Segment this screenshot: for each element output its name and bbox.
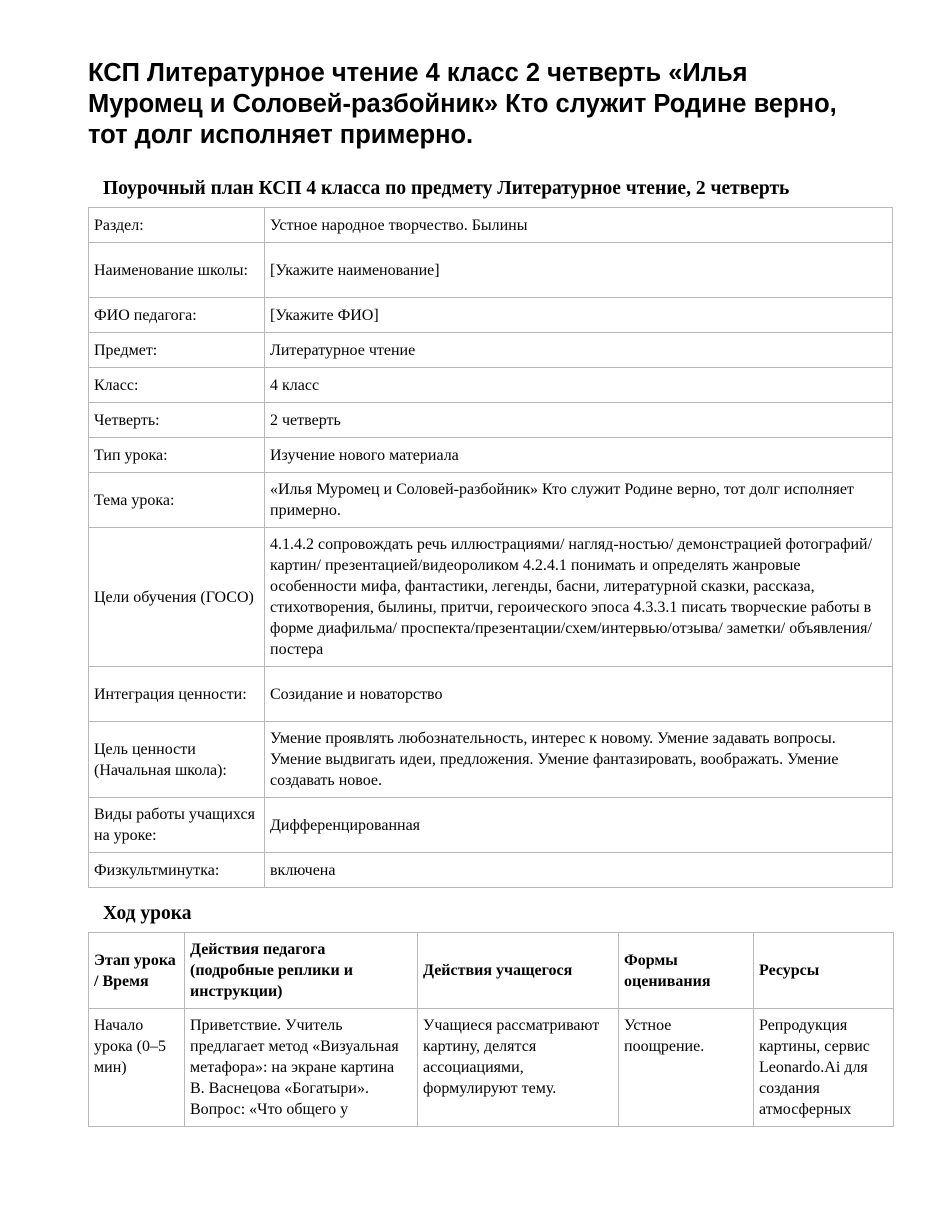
row-label: Раздел:	[89, 208, 265, 243]
row-label: Класс:	[89, 368, 265, 403]
row-value: 2 четверть	[265, 403, 893, 438]
row-value: Созидание и новаторство	[265, 667, 893, 722]
table-row	[89, 1009, 894, 1127]
row-value: [Укажите ФИО]	[265, 298, 893, 333]
row-value: 4.1.4.2 сопровождать речь иллюстрациями/ нагляд-ностью/ демонстрацией фотографий/картин/ презентацией/видеороликом 4.2.4.1 понимать и определять жанровые особенности мифа, фантастики, легенды, басни, литературной сказки, рассказа, стихотворения, былины, притчи, героического эпоса 4.3.3.1 писать творческие работы в форме диафильма/ проспекта/презентации/схем/интервью/отзыва/ заметки/ объявления/постера	[265, 528, 893, 667]
table-row	[89, 208, 893, 243]
row-label: Четверть:	[89, 403, 265, 438]
column-header-teacher-actions: Действия педагога (подробные реплики и инструкции)	[185, 933, 418, 1009]
table-row	[89, 438, 893, 473]
row-value: включена	[265, 853, 893, 888]
table-row	[89, 368, 893, 403]
row-label: Интеграция ценности:	[89, 667, 265, 722]
document-title: КСП Литературное чтение 4 класс 2 четверть «Илья Муромец и Соловей-разбойник» Кто служит Родине верно, тот долг исполняет примерно.	[88, 59, 837, 149]
student-actions-cell: Учащиеся рассматривают картину, делятся ассоциациями, формулируют тему.	[418, 1009, 619, 1127]
row-value: 4 класс	[265, 368, 893, 403]
row-value: Изучение нового материала	[265, 438, 893, 473]
progress-heading: Ход урока	[103, 903, 192, 924]
table-row	[89, 528, 893, 667]
row-label: ФИО педагога:	[89, 298, 265, 333]
row-label: Виды работы учащихся на уроке:	[89, 798, 265, 853]
table-row	[89, 853, 893, 888]
row-label: Наименование школы:	[89, 243, 265, 298]
table-row	[89, 333, 893, 368]
table-header-row	[89, 933, 894, 1009]
row-label: Цель ценности (Начальная школа):	[89, 722, 265, 798]
table-row	[89, 667, 893, 722]
teacher-actions-cell: Приветствие. Учитель предлагает метод «Визуальная метафора»: на экране картина В. Васнецова «Богатыри». Вопрос: «Что общего у	[185, 1009, 418, 1127]
row-value: Устное народное творчество. Былины	[265, 208, 893, 243]
column-header-resources: Ресурсы	[754, 933, 894, 1009]
document-page	[88, 58, 893, 1127]
row-value: Дифференцированная	[265, 798, 893, 853]
row-value: [Укажите наименование]	[265, 243, 893, 298]
row-label: Предмет:	[89, 333, 265, 368]
table-row	[89, 798, 893, 853]
column-header-student-actions: Действия учащегося	[418, 933, 619, 1009]
lesson-info-table	[88, 207, 893, 888]
resources-cell: Репродукция картины, сервис Leonardo.Ai для создания атмосферных	[754, 1009, 894, 1127]
lesson-progress-table	[88, 932, 894, 1127]
column-header-assessment: Формы оценивания	[619, 933, 754, 1009]
row-label: Цели обучения (ГОСО)	[89, 528, 265, 667]
row-value: Умение проявлять любознательность, интерес к новому. Умение задавать вопросы. Умение выдвигать идеи, предложения. Умение фантазировать, воображать. Умение создавать новое.	[265, 722, 893, 798]
row-label: Тип урока:	[89, 438, 265, 473]
table-row	[89, 403, 893, 438]
row-value: Литературное чтение	[265, 333, 893, 368]
table-row	[89, 722, 893, 798]
row-label: Физкультминутка:	[89, 853, 265, 888]
table-row	[89, 298, 893, 333]
column-header-stage: Этап урока / Время	[89, 933, 185, 1009]
row-label: Тема урока:	[89, 473, 265, 528]
table-row	[89, 243, 893, 298]
assessment-cell: Устное поощрение.	[619, 1009, 754, 1127]
row-value: «Илья Муромец и Соловей-разбойник» Кто служит Родине верно, тот долг исполняет примерно.	[265, 473, 893, 528]
stage-cell: Начало урока (0–5 мин)	[89, 1009, 185, 1127]
table-row	[89, 473, 893, 528]
plan-heading: Поурочный план КСП 4 класса по предмету Литературное чтение, 2 четверть	[103, 178, 790, 199]
